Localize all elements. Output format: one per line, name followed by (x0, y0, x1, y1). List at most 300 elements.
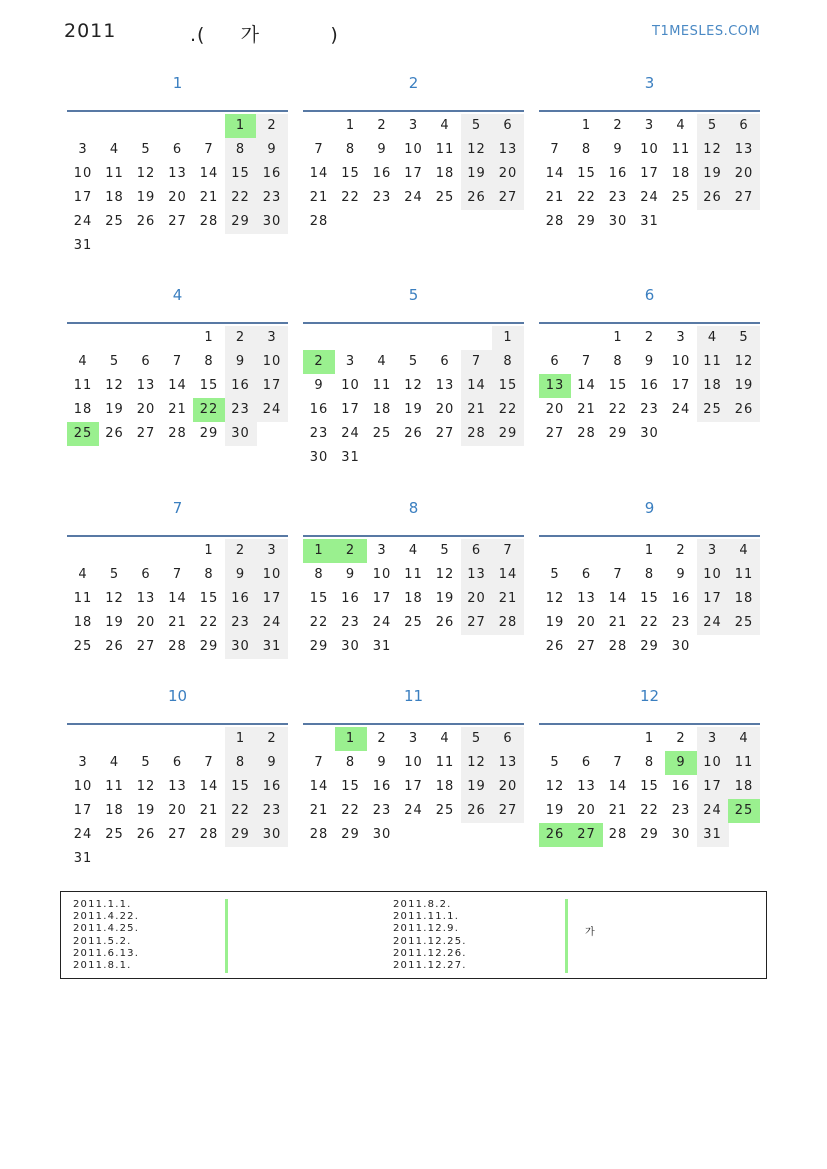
day-cell: 2 (676, 543, 686, 558)
day-cell: 28 (577, 426, 596, 441)
day-cell: 28 (608, 639, 628, 654)
day-cell: 4 (78, 567, 88, 582)
day-cell: 15 (199, 378, 219, 393)
day-cell: 25 (671, 190, 691, 205)
day-cell: 22 (640, 803, 659, 818)
day-cell: 10 (256, 563, 288, 587)
day-cell: 30 (640, 426, 659, 441)
day-cell: 21 (309, 803, 329, 818)
day-cell: 25 (404, 615, 423, 630)
holiday-day-cell: 27 (571, 823, 603, 847)
month-rule (303, 322, 524, 324)
day-cell: 10 (73, 779, 93, 794)
day-cell: 26 (461, 186, 493, 210)
day-cell: 11 (372, 378, 392, 393)
month-rule (67, 723, 288, 725)
day-cell: 22 (341, 190, 360, 205)
day-cell: 13 (577, 779, 596, 794)
day-cell: 3 (408, 118, 419, 133)
day-cell: 15 (492, 374, 524, 398)
day-cell: 26 (461, 799, 493, 823)
day-cell: 14 (545, 166, 565, 181)
month-name: 8 (408, 499, 419, 517)
holiday-note: 가 (585, 927, 595, 938)
day-cell: 20 (492, 162, 524, 186)
day-cell: 2 (225, 326, 257, 350)
day-cell: 26 (105, 639, 124, 654)
day-cell: 18 (435, 779, 455, 794)
day-cell: 17 (404, 166, 423, 181)
day-cell: 28 (309, 827, 329, 842)
day-cell: 26 (728, 398, 760, 422)
day-cell: 16 (671, 779, 691, 794)
month-name: 2 (408, 74, 419, 92)
day-cell: 9 (377, 142, 387, 157)
holiday-date-item: 2011.12.26. (393, 947, 467, 959)
day-cell: 9 (345, 567, 356, 582)
holiday-day-cell: 1 (225, 114, 257, 138)
day-cell: 16 (640, 378, 659, 393)
day-cell: 31 (372, 639, 392, 654)
day-cell: 1 (644, 731, 655, 746)
day-cell: 6 (440, 354, 450, 369)
day-cell: 29 (608, 426, 628, 441)
day-cell: 29 (199, 639, 219, 654)
day-cell: 25 (105, 827, 124, 842)
day-cell: 8 (225, 138, 257, 162)
day-cell: 17 (73, 190, 93, 205)
day-cell: 8 (613, 354, 623, 369)
month-rule (539, 723, 760, 725)
day-cell: 20 (435, 402, 455, 417)
day-cell: 24 (671, 402, 691, 417)
day-cell: 10 (372, 567, 392, 582)
day-cell: 8 (644, 755, 655, 770)
month-name: 4 (172, 286, 183, 304)
day-cell: 6 (492, 114, 524, 138)
day-cell: 24 (372, 615, 392, 630)
day-cell: 14 (461, 374, 493, 398)
day-cell: 28 (168, 639, 187, 654)
day-cell: 20 (136, 615, 156, 630)
day-cell: 20 (461, 587, 493, 611)
day-cell: 11 (404, 567, 423, 582)
day-cell: 23 (309, 426, 329, 441)
month-name: 10 (167, 687, 188, 705)
day-cell: 18 (435, 166, 455, 181)
day-cell: 24 (341, 426, 360, 441)
day-cell: 9 (225, 350, 257, 374)
day-cell: 6 (172, 755, 183, 770)
day-cell: 27 (168, 214, 187, 229)
day-cell: 31 (341, 450, 360, 465)
day-cell: 30 (671, 827, 691, 842)
day-cell: 2 (256, 727, 288, 751)
day-cell: 8 (345, 755, 356, 770)
day-cell: 19 (545, 615, 565, 630)
holiday-day-cell: 22 (193, 398, 225, 422)
day-cell: 8 (345, 142, 356, 157)
day-cell: 1 (204, 330, 214, 345)
day-cell: 10 (73, 166, 93, 181)
day-cell: 5 (109, 354, 120, 369)
holiday-day-cell: 2 (303, 350, 335, 374)
day-cell: 21 (168, 615, 187, 630)
day-cell: 15 (577, 166, 596, 181)
day-cell: 4 (728, 539, 760, 563)
holiday-date-item: 2011.8.1. (73, 959, 132, 971)
day-cell: 13 (435, 378, 455, 393)
day-cell: 14 (168, 591, 187, 606)
day-cell: 12 (105, 378, 124, 393)
month-rule (303, 110, 524, 112)
day-cell: 23 (640, 402, 659, 417)
day-cell: 29 (341, 827, 360, 842)
day-cell: 28 (199, 214, 219, 229)
day-cell: 27 (168, 827, 187, 842)
day-cell: 3 (256, 539, 288, 563)
day-cell: 17 (256, 374, 288, 398)
day-cell: 1 (492, 326, 524, 350)
day-cell: 15 (341, 779, 360, 794)
holiday-date-item: 2011.4.25. (73, 923, 140, 935)
day-cell: 16 (372, 779, 392, 794)
day-cell: 11 (435, 755, 455, 770)
day-cell: 21 (545, 190, 565, 205)
day-cell: 28 (492, 611, 524, 635)
day-cell: 19 (136, 803, 156, 818)
day-cell: 24 (640, 190, 659, 205)
day-cell: 7 (204, 755, 214, 770)
day-cell: 3 (644, 118, 655, 133)
day-cell: 8 (204, 567, 214, 582)
holiday-day-cell: 1 (335, 727, 367, 751)
day-cell: 5 (697, 114, 729, 138)
day-cell: 23 (671, 803, 691, 818)
day-cell: 26 (136, 214, 156, 229)
holiday-day-cell: 2 (335, 539, 367, 563)
day-cell: 25 (697, 398, 729, 422)
day-cell: 21 (461, 398, 493, 422)
day-cell: 9 (613, 142, 623, 157)
day-cell: 4 (676, 118, 686, 133)
holiday-date-item: 2011.1.1. (73, 899, 132, 910)
day-cell: 27 (492, 799, 524, 823)
day-cell: 9 (314, 378, 324, 393)
day-cell: 23 (372, 803, 392, 818)
day-cell: 5 (728, 326, 760, 350)
day-cell: 24 (404, 190, 423, 205)
holiday-date-item: 2011.6.13. (73, 947, 140, 959)
holiday-date-item: 2011.8.2. (393, 899, 452, 910)
day-cell: 30 (608, 214, 628, 229)
day-cell: 24 (697, 799, 729, 823)
day-cell: 13 (168, 779, 187, 794)
day-cell: 4 (728, 727, 760, 751)
day-cell: 15 (225, 162, 257, 186)
day-cell: 11 (105, 166, 124, 181)
day-cell: 27 (728, 186, 760, 210)
day-cell: 1 (613, 330, 623, 345)
day-cell: 19 (461, 775, 493, 799)
day-cell: 13 (168, 166, 187, 181)
day-cell: 12 (461, 751, 493, 775)
day-cell: 1 (644, 543, 655, 558)
holiday-date-item: 2011.12.9. (393, 923, 460, 935)
day-cell: 23 (608, 190, 628, 205)
day-cell: 3 (345, 354, 356, 369)
month-name: 5 (408, 286, 419, 304)
holiday-date-item: 2011.5.2. (73, 935, 132, 947)
day-cell: 29 (492, 422, 524, 446)
day-cell: 24 (73, 214, 93, 229)
day-cell: 6 (461, 539, 493, 563)
day-cell: 2 (225, 539, 257, 563)
day-cell: 16 (225, 374, 257, 398)
day-cell: 11 (105, 779, 124, 794)
day-cell: 25 (73, 639, 93, 654)
day-cell: 2 (377, 731, 387, 746)
day-cell: 28 (461, 422, 493, 446)
day-cell: 17 (697, 775, 729, 799)
day-cell: 29 (309, 639, 329, 654)
day-cell: 12 (728, 350, 760, 374)
day-cell: 14 (199, 779, 219, 794)
day-cell: 8 (225, 751, 257, 775)
holiday-list-box (60, 891, 767, 979)
day-cell: 31 (73, 238, 93, 253)
month-name: 3 (644, 74, 655, 92)
day-cell: 14 (608, 779, 628, 794)
day-cell: 14 (608, 591, 628, 606)
month-rule (539, 535, 760, 537)
month-rule (539, 110, 760, 112)
day-cell: 30 (671, 639, 691, 654)
day-cell: 18 (728, 587, 760, 611)
day-cell: 15 (309, 591, 329, 606)
day-cell: 7 (314, 755, 324, 770)
day-cell: 16 (671, 591, 691, 606)
day-cell: 25 (435, 803, 455, 818)
day-cell: 30 (309, 450, 329, 465)
day-cell: 12 (404, 378, 423, 393)
day-cell: 22 (577, 190, 596, 205)
day-cell: 25 (372, 426, 392, 441)
day-cell: 18 (372, 402, 392, 417)
day-cell: 13 (492, 751, 524, 775)
day-cell: 11 (73, 378, 93, 393)
day-cell: 14 (577, 378, 596, 393)
day-cell: 26 (697, 186, 729, 210)
day-cell: 6 (141, 354, 151, 369)
day-cell: 18 (73, 402, 93, 417)
day-cell: 20 (492, 775, 524, 799)
month-rule (67, 535, 288, 537)
day-cell: 19 (728, 374, 760, 398)
day-cell: 5 (550, 567, 560, 582)
day-cell: 31 (697, 823, 729, 847)
day-cell: 9 (256, 138, 288, 162)
day-cell: 8 (314, 567, 324, 582)
day-cell: 16 (309, 402, 329, 417)
day-cell: 24 (404, 803, 423, 818)
title-rest: .( 가 ) (190, 24, 339, 46)
holiday-date-item: 2011.12.25. (393, 935, 467, 947)
day-cell: 16 (372, 166, 392, 181)
day-cell: 5 (141, 142, 151, 157)
day-cell: 8 (581, 142, 592, 157)
day-cell: 7 (204, 142, 214, 157)
holiday-date-item: 2011.4.22. (73, 911, 140, 923)
day-cell: 19 (105, 402, 124, 417)
day-cell: 5 (109, 567, 120, 582)
day-cell: 25 (728, 611, 760, 635)
day-cell: 18 (671, 166, 691, 181)
day-cell: 23 (225, 398, 257, 422)
day-cell: 7 (461, 350, 493, 374)
day-cell: 2 (256, 114, 288, 138)
day-cell: 18 (697, 374, 729, 398)
day-cell: 28 (608, 827, 628, 842)
day-cell: 27 (492, 186, 524, 210)
holiday-date-item: 2011.12.27. (393, 959, 467, 971)
day-cell: 21 (608, 615, 628, 630)
day-cell: 17 (640, 166, 659, 181)
day-cell: 24 (256, 611, 288, 635)
day-cell: 7 (613, 567, 623, 582)
day-cell: 29 (577, 214, 596, 229)
day-cell: 13 (136, 378, 156, 393)
day-cell: 30 (256, 823, 288, 847)
day-cell: 22 (225, 186, 257, 210)
day-cell: 29 (225, 210, 257, 234)
day-cell: 21 (168, 402, 187, 417)
day-cell: 2 (676, 731, 686, 746)
day-cell: 21 (608, 803, 628, 818)
month-name: 1 (172, 74, 183, 92)
day-cell: 6 (581, 755, 592, 770)
day-cell: 12 (136, 166, 156, 181)
day-cell: 11 (728, 563, 760, 587)
day-cell: 30 (341, 639, 360, 654)
day-cell: 3 (256, 326, 288, 350)
day-cell: 26 (435, 615, 455, 630)
day-cell: 3 (697, 727, 729, 751)
month-name: 6 (644, 286, 655, 304)
day-cell: 12 (545, 779, 565, 794)
day-cell: 10 (404, 755, 423, 770)
holiday-marker-bar-right (565, 899, 568, 973)
day-cell: 30 (372, 827, 392, 842)
day-cell: 27 (136, 426, 156, 441)
day-cell: 9 (676, 567, 686, 582)
month-rule (303, 535, 524, 537)
day-cell: 15 (341, 166, 360, 181)
day-cell: 19 (461, 162, 493, 186)
day-cell: 23 (671, 615, 691, 630)
day-cell: 3 (697, 539, 729, 563)
day-cell: 10 (341, 378, 360, 393)
day-cell: 6 (728, 114, 760, 138)
month-name: 9 (644, 499, 655, 517)
day-cell: 3 (78, 755, 88, 770)
day-cell: 20 (577, 803, 596, 818)
day-cell: 16 (256, 162, 288, 186)
holiday-day-cell: 26 (539, 823, 571, 847)
day-cell: 18 (404, 591, 423, 606)
day-cell: 15 (640, 591, 659, 606)
day-cell: 15 (225, 775, 257, 799)
day-cell: 16 (341, 591, 360, 606)
day-cell: 5 (461, 727, 493, 751)
day-cell: 16 (256, 775, 288, 799)
day-cell: 22 (225, 799, 257, 823)
day-cell: 21 (309, 190, 329, 205)
day-cell: 11 (435, 142, 455, 157)
holiday-list-right (393, 899, 467, 972)
day-cell: 17 (671, 378, 691, 393)
day-cell: 25 (435, 190, 455, 205)
day-cell: 17 (341, 402, 360, 417)
day-cell: 11 (73, 591, 93, 606)
brand-link[interactable]: T1MESLES.COM (652, 24, 761, 39)
day-cell: 7 (172, 567, 183, 582)
day-cell: 19 (404, 402, 423, 417)
day-cell: 21 (492, 587, 524, 611)
day-cell: 17 (256, 587, 288, 611)
day-cell: 29 (640, 639, 659, 654)
title-year: 2011 (64, 20, 117, 42)
day-cell: 20 (136, 402, 156, 417)
day-cell: 24 (73, 827, 93, 842)
day-cell: 31 (640, 214, 659, 229)
day-cell: 17 (372, 591, 392, 606)
day-cell: 18 (73, 615, 93, 630)
day-cell: 5 (461, 114, 493, 138)
day-cell: 19 (136, 190, 156, 205)
day-cell: 21 (199, 803, 219, 818)
day-cell: 13 (461, 563, 493, 587)
holiday-day-cell: 9 (665, 751, 697, 775)
day-cell: 17 (404, 779, 423, 794)
day-cell: 12 (105, 591, 124, 606)
day-cell: 23 (225, 611, 257, 635)
day-cell: 4 (78, 354, 88, 369)
day-cell: 28 (168, 426, 187, 441)
day-cell: 26 (404, 426, 423, 441)
holiday-day-cell: 13 (539, 374, 571, 398)
day-cell: 20 (545, 402, 565, 417)
day-cell: 4 (377, 354, 387, 369)
day-cell: 19 (697, 162, 729, 186)
day-cell: 27 (577, 639, 596, 654)
day-cell: 12 (136, 779, 156, 794)
month-name: 11 (403, 687, 424, 705)
day-cell: 14 (199, 166, 219, 181)
day-cell: 7 (314, 142, 324, 157)
day-cell: 2 (377, 118, 387, 133)
day-cell: 26 (136, 827, 156, 842)
day-cell: 10 (404, 142, 423, 157)
day-cell: 6 (492, 727, 524, 751)
day-cell: 27 (461, 611, 493, 635)
day-cell: 3 (377, 543, 387, 558)
month-name: 12 (639, 687, 660, 705)
day-cell: 23 (341, 615, 360, 630)
day-cell: 5 (141, 755, 151, 770)
day-cell: 30 (256, 210, 288, 234)
day-cell: 29 (225, 823, 257, 847)
